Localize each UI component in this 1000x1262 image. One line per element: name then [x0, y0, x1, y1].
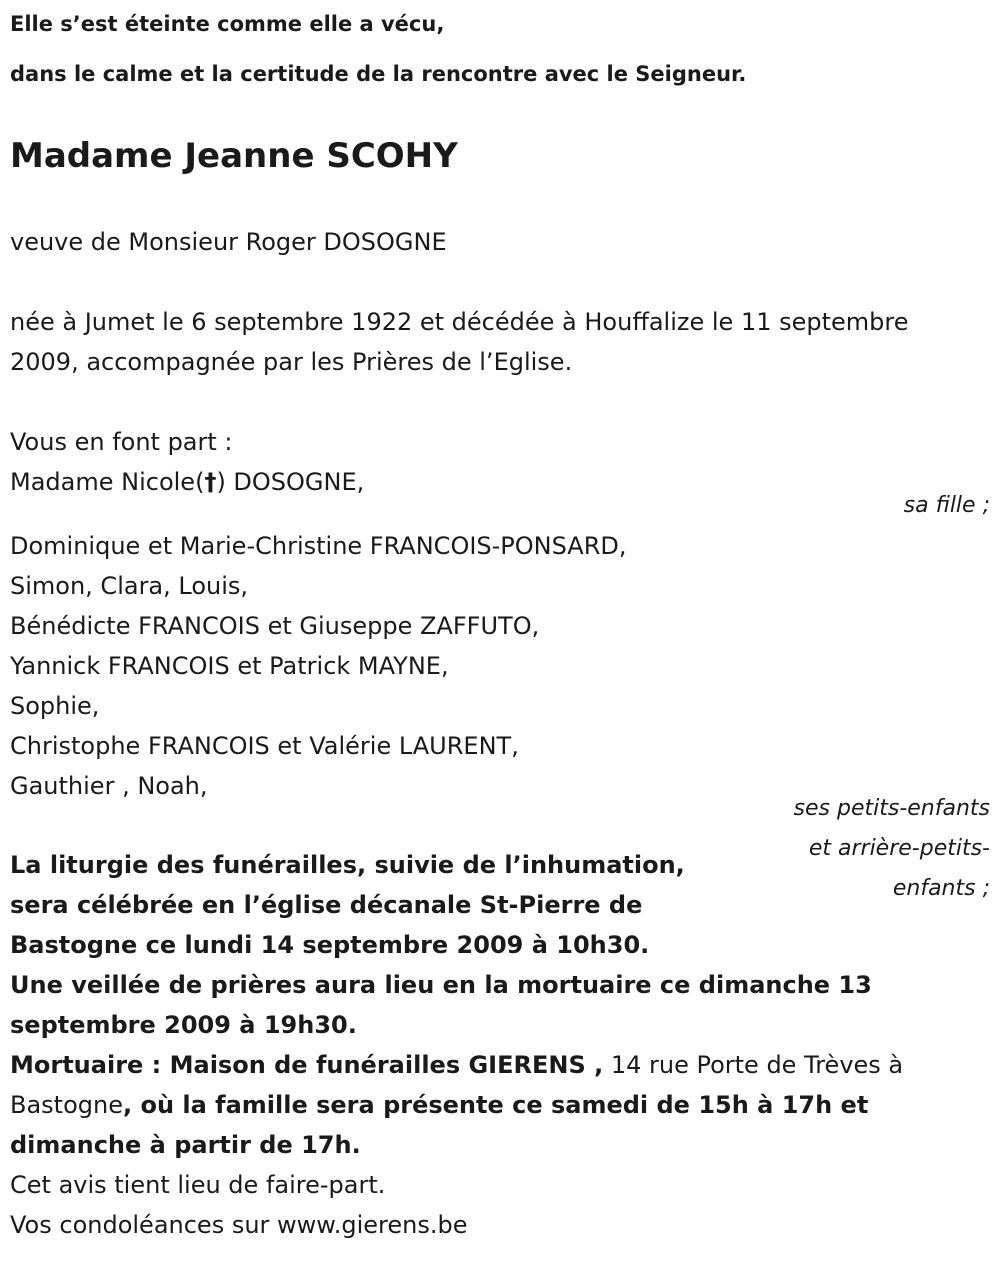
- birth-death-line-1: née à Jumet le 6 septembre 1922 et décédée à Houffalize le 11 septembre: [10, 308, 909, 336]
- daughter-role: sa fille ;: [903, 493, 990, 518]
- notice-text: Cet avis tient lieu de faire-part.: [10, 1171, 386, 1199]
- deceased-name: Madame Jeanne SCOHY: [10, 136, 458, 176]
- daughter-line: [10, 462, 364, 502]
- list-item: Christophe FRANCOIS et Valérie LAURENT,: [10, 732, 519, 760]
- mortuary-line-1: [10, 1045, 903, 1085]
- mortuary-family-1: , où la famille sera présente ce samedi de 15h à 17h et: [122, 1091, 869, 1119]
- mortuary-address-1: 14 rue Porte de Trèves à: [603, 1051, 904, 1079]
- liturgy-line-1: La liturgie des funérailles, suivie de l’inhumation,: [10, 851, 685, 879]
- birth-death-line-2: 2009, accompagnée par les Prières de l’Eglise.: [10, 348, 573, 376]
- cross-icon: †: [204, 468, 217, 496]
- mortuary-family-2: dimanche à partir de 17h.: [10, 1131, 361, 1159]
- list-item: Bénédicte FRANCOIS et Giuseppe ZAFFUTO,: [10, 612, 540, 640]
- condolences-text: Vos condoléances sur www.gierens.be: [10, 1211, 468, 1239]
- mortuary-line-2: [10, 1085, 903, 1125]
- daughter-name-post: ) DOSOGNE,: [216, 468, 365, 496]
- announcement-block: [10, 422, 364, 502]
- liturgy-line-2: sera célébrée en l’église décanale St-Pierre de: [10, 891, 643, 919]
- grandchildren-role-line-3: enfants ;: [892, 876, 990, 901]
- list-item: Dominique et Marie-Christine FRANCOIS-PONSARD,: [10, 532, 627, 560]
- ceremony-block: [10, 845, 903, 1245]
- mortuary-label: Mortuaire : Maison de funérailles GIERENS ,: [10, 1051, 604, 1079]
- liturgy-line-3: Bastogne ce lundi 14 septembre 2009 à 10h30.: [10, 931, 650, 959]
- grandchildren-list: [10, 526, 627, 806]
- quote-line-1: Elle s’est éteinte comme elle a vécu,: [10, 12, 445, 36]
- grandchildren-role-line-2: et arrière-petits-: [808, 836, 990, 861]
- grandchildren-role-line-1: ses petits-enfants: [793, 796, 990, 821]
- announcement-intro: Vous en font part :: [10, 428, 233, 456]
- list-item: Yannick FRANCOIS et Patrick MAYNE,: [10, 652, 449, 680]
- mortuary-address-2: Bastogne: [10, 1091, 123, 1119]
- list-item: Sophie,: [10, 692, 100, 720]
- daughter-name-pre: Madame Nicole(: [10, 468, 205, 496]
- list-item: Gauthier , Noah,: [10, 772, 208, 800]
- vigil-line-1: Une veillée de prières aura lieu en la mortuaire ce dimanche 13: [10, 971, 872, 999]
- quote-line-2: dans le calme et la certitude de la rencontre avec le Seigneur.: [10, 62, 747, 86]
- vigil-line-2: septembre 2009 à 19h30.: [10, 1011, 357, 1039]
- list-item: Simon, Clara, Louis,: [10, 572, 249, 600]
- birth-death-text: [10, 302, 909, 382]
- widow-of: veuve de Monsieur Roger DOSOGNE: [10, 228, 447, 256]
